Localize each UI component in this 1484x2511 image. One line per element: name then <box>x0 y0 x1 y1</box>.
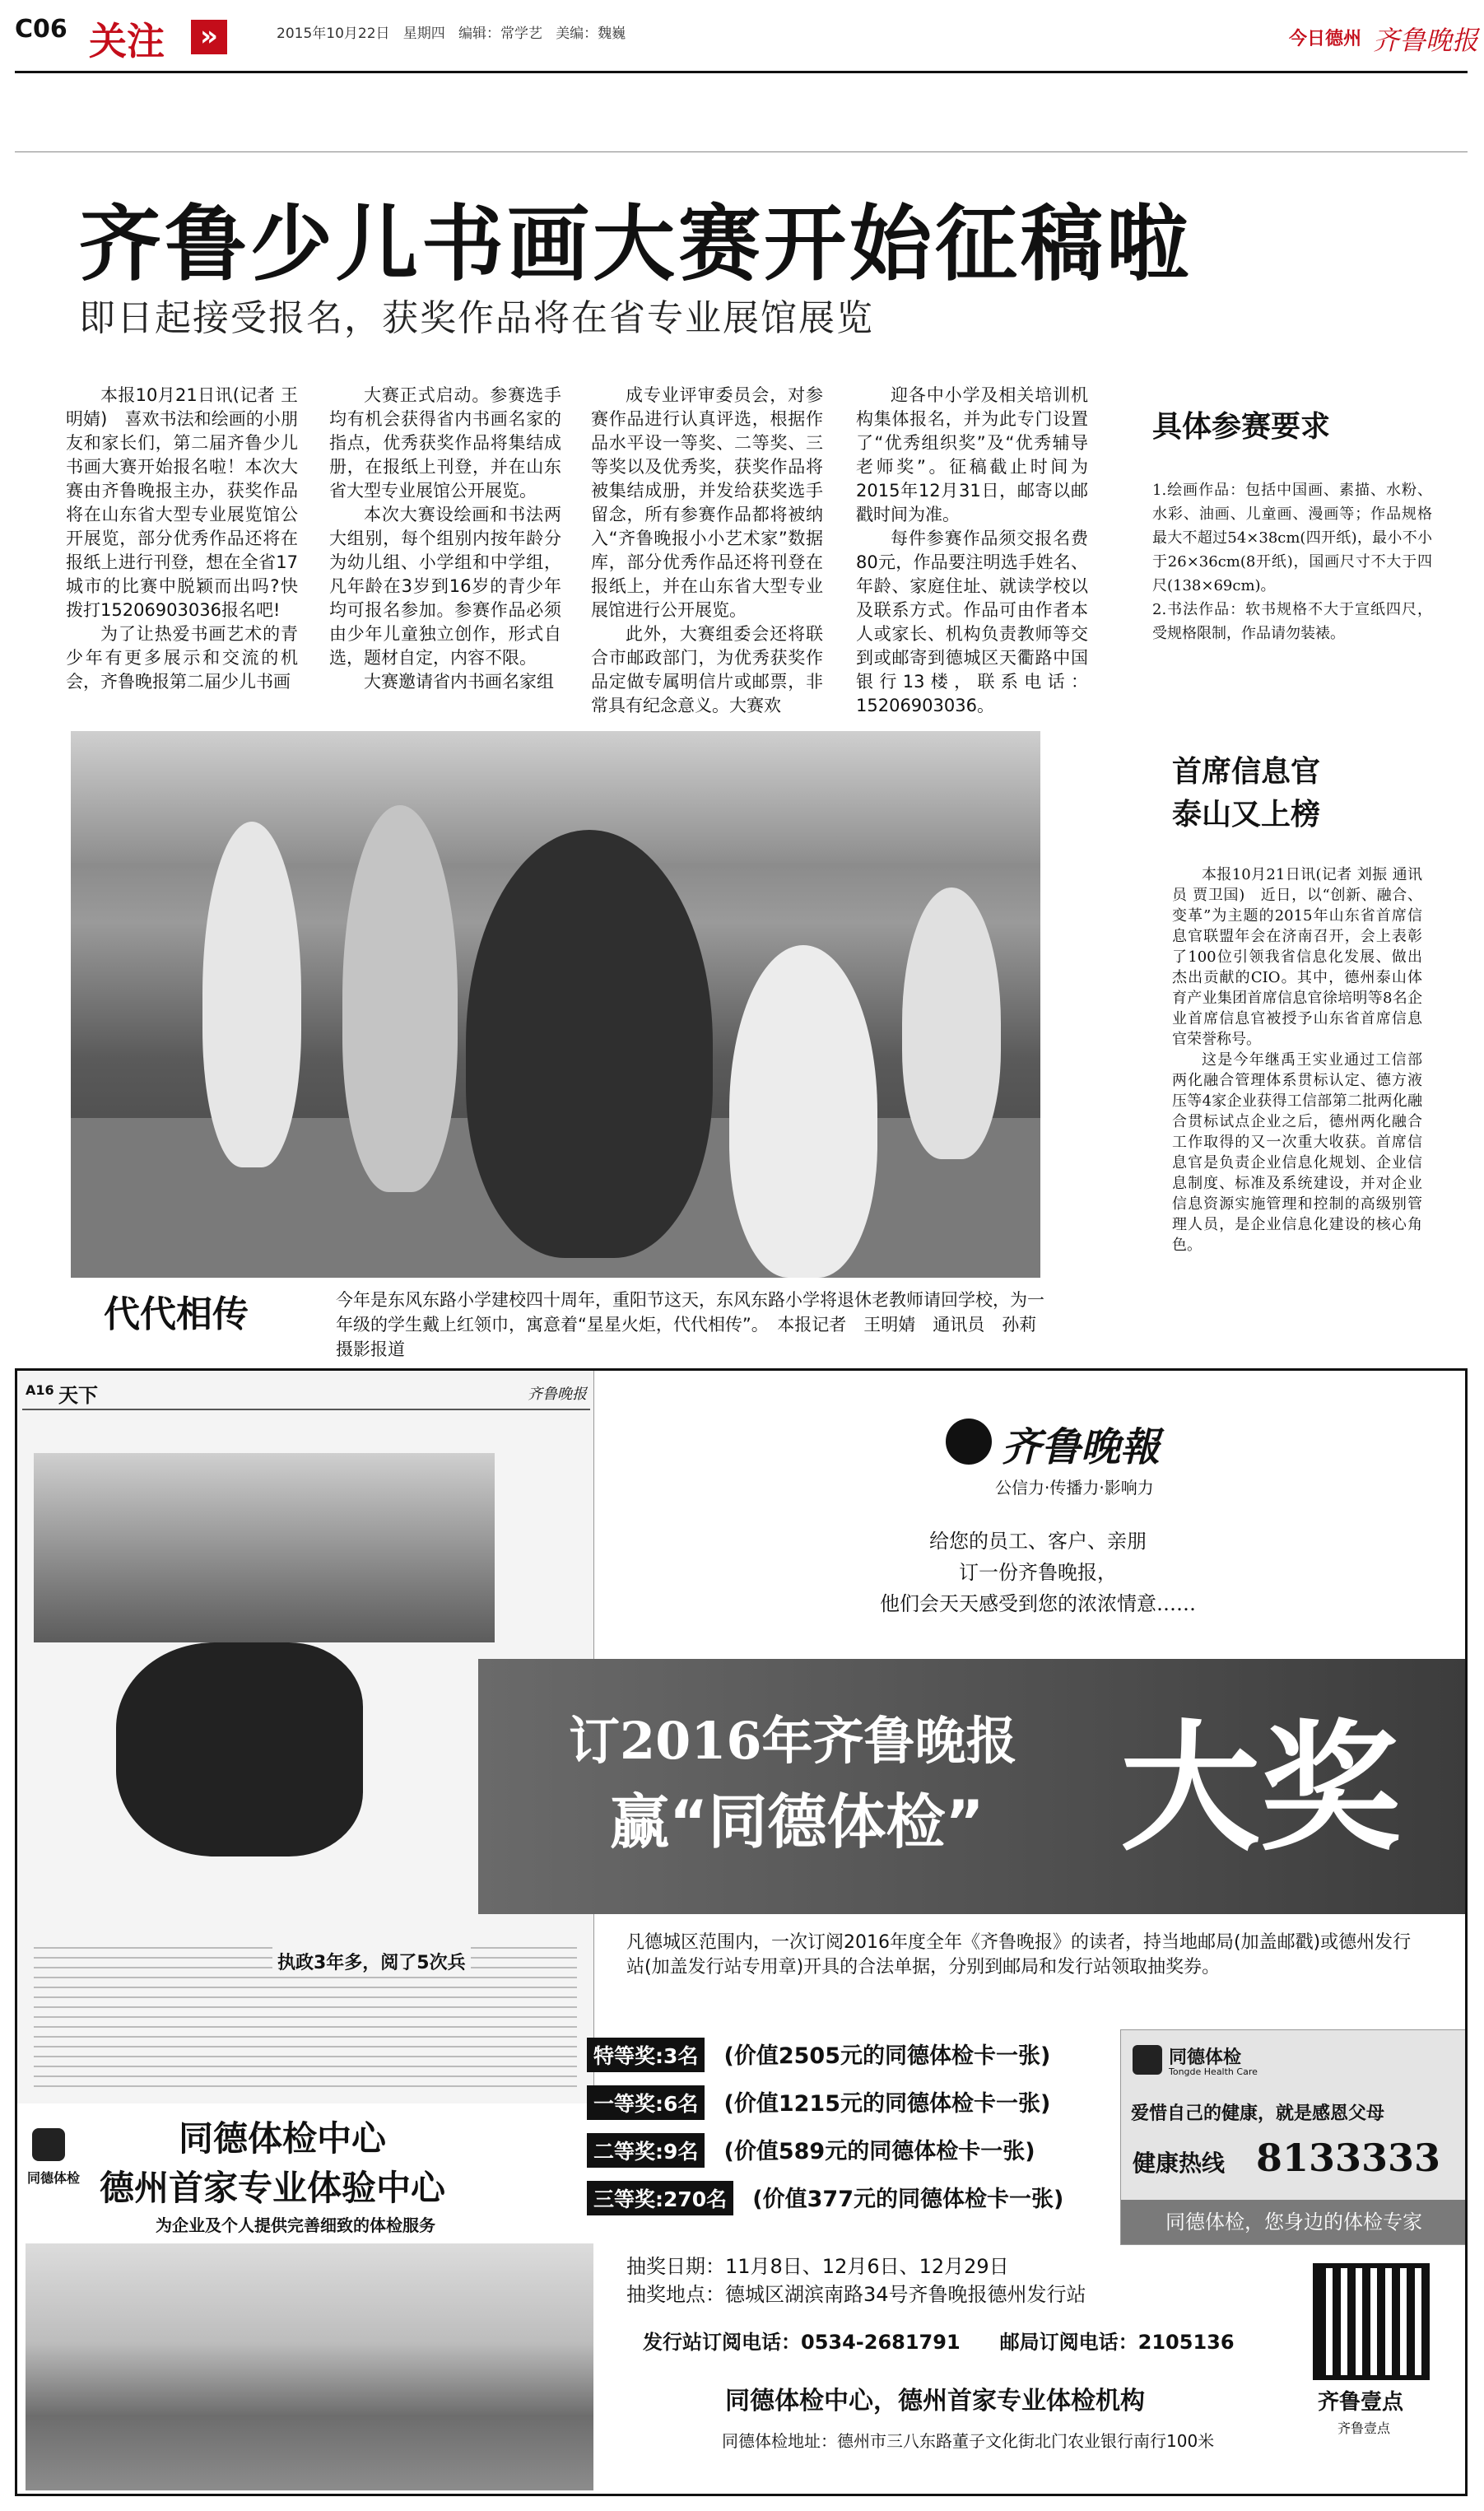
side-story <box>1172 751 1422 1256</box>
issue-weekday: 星期四 <box>402 26 445 42</box>
subscription-phones: 发行站订阅电话：0534-2681791 邮局订阅电话：2105136 <box>643 2331 1235 2354</box>
photo-elder <box>466 830 713 1258</box>
health-card <box>1120 2029 1468 2245</box>
headline: 齐鲁少儿书画大赛开始征稿啦 <box>79 196 1192 292</box>
subheadline: 即日起接受报名，获奖作品将在省专业展馆展览 <box>79 297 874 339</box>
building-illustration <box>26 2243 593 2490</box>
qr-code-icon <box>1318 2268 1425 2375</box>
side-story-title: 首席信息官 <box>1172 755 1321 789</box>
brand-name: 齐鲁晚報 <box>1002 1424 1161 1470</box>
paragraph: 为了让热爱书画艺术的青少年有更多展示和交流的机会，齐鲁晚报第二届少儿书画 <box>66 624 298 692</box>
paragraph: 本报10月21日讯(记者 王明婧) 喜欢书法和绘画的小朋友和家长们，第二届齐鲁少儿书画大赛开始报名啦！本次大赛由齐鲁晚报主办，获奖作品将在山东省大型专业展览馆公开展览，部分优秀作品还将在报纸上进行刊登，想在全省17城市的比赛中脱颖而出吗?快拨打15206903036报名吧! <box>66 385 298 620</box>
requirements-box <box>1152 403 1432 645</box>
draw-place: 抽奖地点：德城区湖滨南路34号齐鲁晚报德州发行站 <box>626 2283 1086 2306</box>
banner-big-prize: 大奖 <box>1120 1706 1401 1870</box>
invite-line: 给您的员工、客户、亲朋 <box>929 1530 1147 1553</box>
requirements-title: 具体参赛要求 <box>1152 410 1331 444</box>
tongde-block-logo-icon <box>32 2128 65 2161</box>
qr-label: 齐鲁壹点 <box>1318 2390 1404 2415</box>
photo-teacher <box>342 805 458 1192</box>
tongde-tagline: 同德体检，您身边的体检专家 <box>1121 2200 1467 2244</box>
tongde-service: 为企业及个人提供完善细致的体检服务 <box>156 2215 435 2235</box>
article-col-4 <box>856 384 1088 718</box>
prize-value: (价值377元的同德体检卡一张) <box>752 2187 1064 2212</box>
prize-row <box>587 2133 1114 2181</box>
edition-label: 今日德州 <box>1289 29 1362 49</box>
mini-section: 天下 <box>58 1384 98 1407</box>
tongde-logo-en: Tongde Health Care <box>1169 2066 1258 2077</box>
paragraph: 成专业评审委员会，对参赛作品进行认真评选，根据作品水平设一等奖、二等奖、三等奖以及优秀奖，获奖作品将被集结成册，并发给获奖选手留念，所有参赛作品都将被纳入“齐鲁晚报小小艺术家”数据库，部分优秀作品还将刊登在报纸上，并在山东省大型专业展馆进行公开展览。 <box>591 385 823 620</box>
prize-list <box>587 2038 1114 2229</box>
prize-value: (价值2505元的同德体检卡一张) <box>723 2043 1051 2069</box>
side-story-title: 泰山又上榜 <box>1172 798 1321 832</box>
brand-slogan: 公信力·传播力·影响力 <box>995 1478 1154 1498</box>
tongde-logo-icon <box>1133 2045 1162 2075</box>
lottery-rules: 凡德城区范围内，一次订阅2016年度全年《齐鲁晚报》的读者，持当地邮局(加盖邮戳)或德州发行站(加盖发行站专用章)开具的合法单据，分别到邮局和发行站领取抽奖券。 <box>626 1932 1412 1978</box>
prize-row <box>587 2181 1114 2229</box>
header-rule-top <box>15 151 1468 152</box>
bottom-address: 同德体检地址：德州市三八东路董子文化街北门农业银行南行100米 <box>722 2431 1215 2451</box>
mini-masthead: 齐鲁晚报 <box>528 1386 587 1403</box>
news-photo <box>71 731 1040 1278</box>
masthead-logo: 齐鲁晚报 <box>1373 25 1479 56</box>
paragraph: 本报10月21日讯(记者 刘振 通讯员 贾卫国) 近日，以“创新、融合、变革”为主题的2015年山东省首席信息官联盟年会在济南召开，会上表彰了100位引领我省信息化发展、做出杰出贡献的CIO。其中，德州泰山体育产业集团首席信息官徐培明等8名企业首席信息官被授予山东省首席信息官荣誉称号。 <box>1172 866 1422 1048</box>
hotline-label: 健康热线 <box>1133 2150 1226 2177</box>
page-number: C06 <box>15 15 67 44</box>
brand-logo-icon <box>946 1419 992 1465</box>
qr-sublabel: 齐鲁壹点 <box>1337 2420 1391 2436</box>
mini-headline: 执政3年多，阅了5次兵 <box>272 1947 471 1976</box>
photo-child <box>902 887 1001 1159</box>
editor: 编辑：常学艺 <box>458 26 542 42</box>
article-col-2 <box>329 384 561 694</box>
prize-label: 特等奖:3名 <box>587 2038 705 2072</box>
prize-row <box>587 2038 1114 2085</box>
photo-caption: 今年是东风东路小学建校四十周年，重阳节这天，东风东路小学将退休老教师请回学校，为一年级的学生戴上红领巾，寓意着“星星火炬，代代相传”。 本报记者 王明婧 通讯员 孙莉 摄影报道 <box>336 1290 1054 1359</box>
prize-value: (价值1215元的同德体检卡一张) <box>723 2091 1051 2117</box>
invite-line: 订一份齐鲁晚报， <box>959 1561 1117 1584</box>
paragraph: 每件参赛作品须交报名费80元，作品要注明选手姓名、年龄、家庭住址、就读学校以及联系方式。作品可由作者本人或家长、机构负责教师等交到或邮寄到德城区天衢路中国银行13楼，联系电话：15206903036。 <box>856 529 1088 715</box>
photo-girl <box>729 945 877 1278</box>
invite-line: 他们会天天感受到您的浓浓情意…… <box>880 1592 1196 1615</box>
section-badge <box>76 8 252 63</box>
hotline-number: 8133333 <box>1256 2136 1441 2180</box>
paragraph: 这是今年继禹王实业通过工信部两化融合管理体系贯标认定、德方液压等4家企业获得工信部第二批两化融合贯标试点企业之后，德州两化融合工作取得的又一次重大收获。首席信息官是负责企业信息化规划、企业信息制度、标准及系统建设，并对企业信息资源实施管理和控制的高级别管理人员，是企业信息化建设的核心角色。 <box>1172 1051 1422 1254</box>
paragraph: 大赛正式启动。参赛选手均有机会获得省内书画名家的指点，优秀获奖作品将集结成册，在报纸上刊登，并在山东省大型专业展馆公开展览。 <box>329 385 561 501</box>
banner-line-2: 赢“同德体检” <box>610 1787 984 1856</box>
header-meta <box>277 21 626 42</box>
tongde-logo-text: 同德体检 <box>1169 2047 1242 2068</box>
paragraph: 本次大赛设绘画和书法两大组别，每个组别内按年龄分为幼儿组、小学组和中学组，凡年龄在3岁到16岁的青少年均可报名参加。参赛作品必须由少年儿童独立创作，形式自选，题材自定，内容不限。 <box>329 505 561 668</box>
health-slogan: 爱惜自己的健康，就是感恩父母 <box>1131 2103 1385 2124</box>
prize-label: 三等奖:270名 <box>587 2181 733 2215</box>
header-rule <box>15 71 1468 73</box>
mini-page-no: A16 <box>26 1382 54 1398</box>
prize-value: (价值589元的同德体检卡一张) <box>723 2139 1035 2164</box>
prize-label: 一等奖:6名 <box>587 2085 705 2120</box>
art-editor: 美编：魏巍 <box>556 26 626 42</box>
paragraph: 此外，大赛组委会还将联合市邮政部门，为优秀获奖作品定做专属明信片或邮票，非常具有纪念意义。大赛欢 <box>591 624 823 715</box>
mini-rule <box>22 1409 590 1410</box>
bottom-title: 同德体检中心，德州首家专业体检机构 <box>725 2387 1145 2415</box>
section-arrow-icon: » <box>191 20 227 54</box>
article-col-3 <box>591 384 823 718</box>
article-col-1 <box>66 384 298 694</box>
invite-text <box>775 1526 1301 1619</box>
photo-title: 代代相传 <box>104 1293 249 1335</box>
tongde-first-title: 德州首家专业体验中心 <box>100 2168 446 2208</box>
mini-photo <box>34 1453 495 1642</box>
prize-row <box>587 2085 1114 2133</box>
requirement-item: 2.书法作品：软书规格不大于宣纸四尺，受规格限制，作品请勿装裱。 <box>1152 601 1432 642</box>
tongde-block-logo: 同德体检 <box>27 2170 81 2186</box>
draw-date: 抽奖日期：11月8日、12月6日、12月29日 <box>626 2255 1009 2278</box>
issue-date: 2015年10月22日 <box>277 26 390 42</box>
section-label: 关注 <box>89 19 165 63</box>
requirement-item: 1.绘画作品：包括中国画、素描、水粉、水彩、油画、儿童画、漫画等；作品规格最大不超过54×38cm(四开纸)，最小不小于26×36cm(8开纸)，国画尺寸不大于四尺(138×69cm)。 <box>1152 482 1432 594</box>
banner-line-1: 订2016年齐鲁晚报 <box>569 1711 1017 1771</box>
paragraph: 迎各中小学及相关培训机构集体报名，并为此专门设置了“优秀组织奖”及“优秀辅导老师奖”。征稿截止时间为2015年12月31日，邮寄以邮戳时间为准。 <box>856 385 1088 524</box>
tongde-center-title: 同德体检中心 <box>179 2118 387 2159</box>
advertisement <box>15 1368 1468 2496</box>
prize-label: 二等奖:9名 <box>587 2133 705 2168</box>
photo-child <box>202 822 301 1167</box>
hand-illustration <box>116 1642 363 1856</box>
paragraph: 大赛邀请省内书画名家组 <box>364 672 554 692</box>
